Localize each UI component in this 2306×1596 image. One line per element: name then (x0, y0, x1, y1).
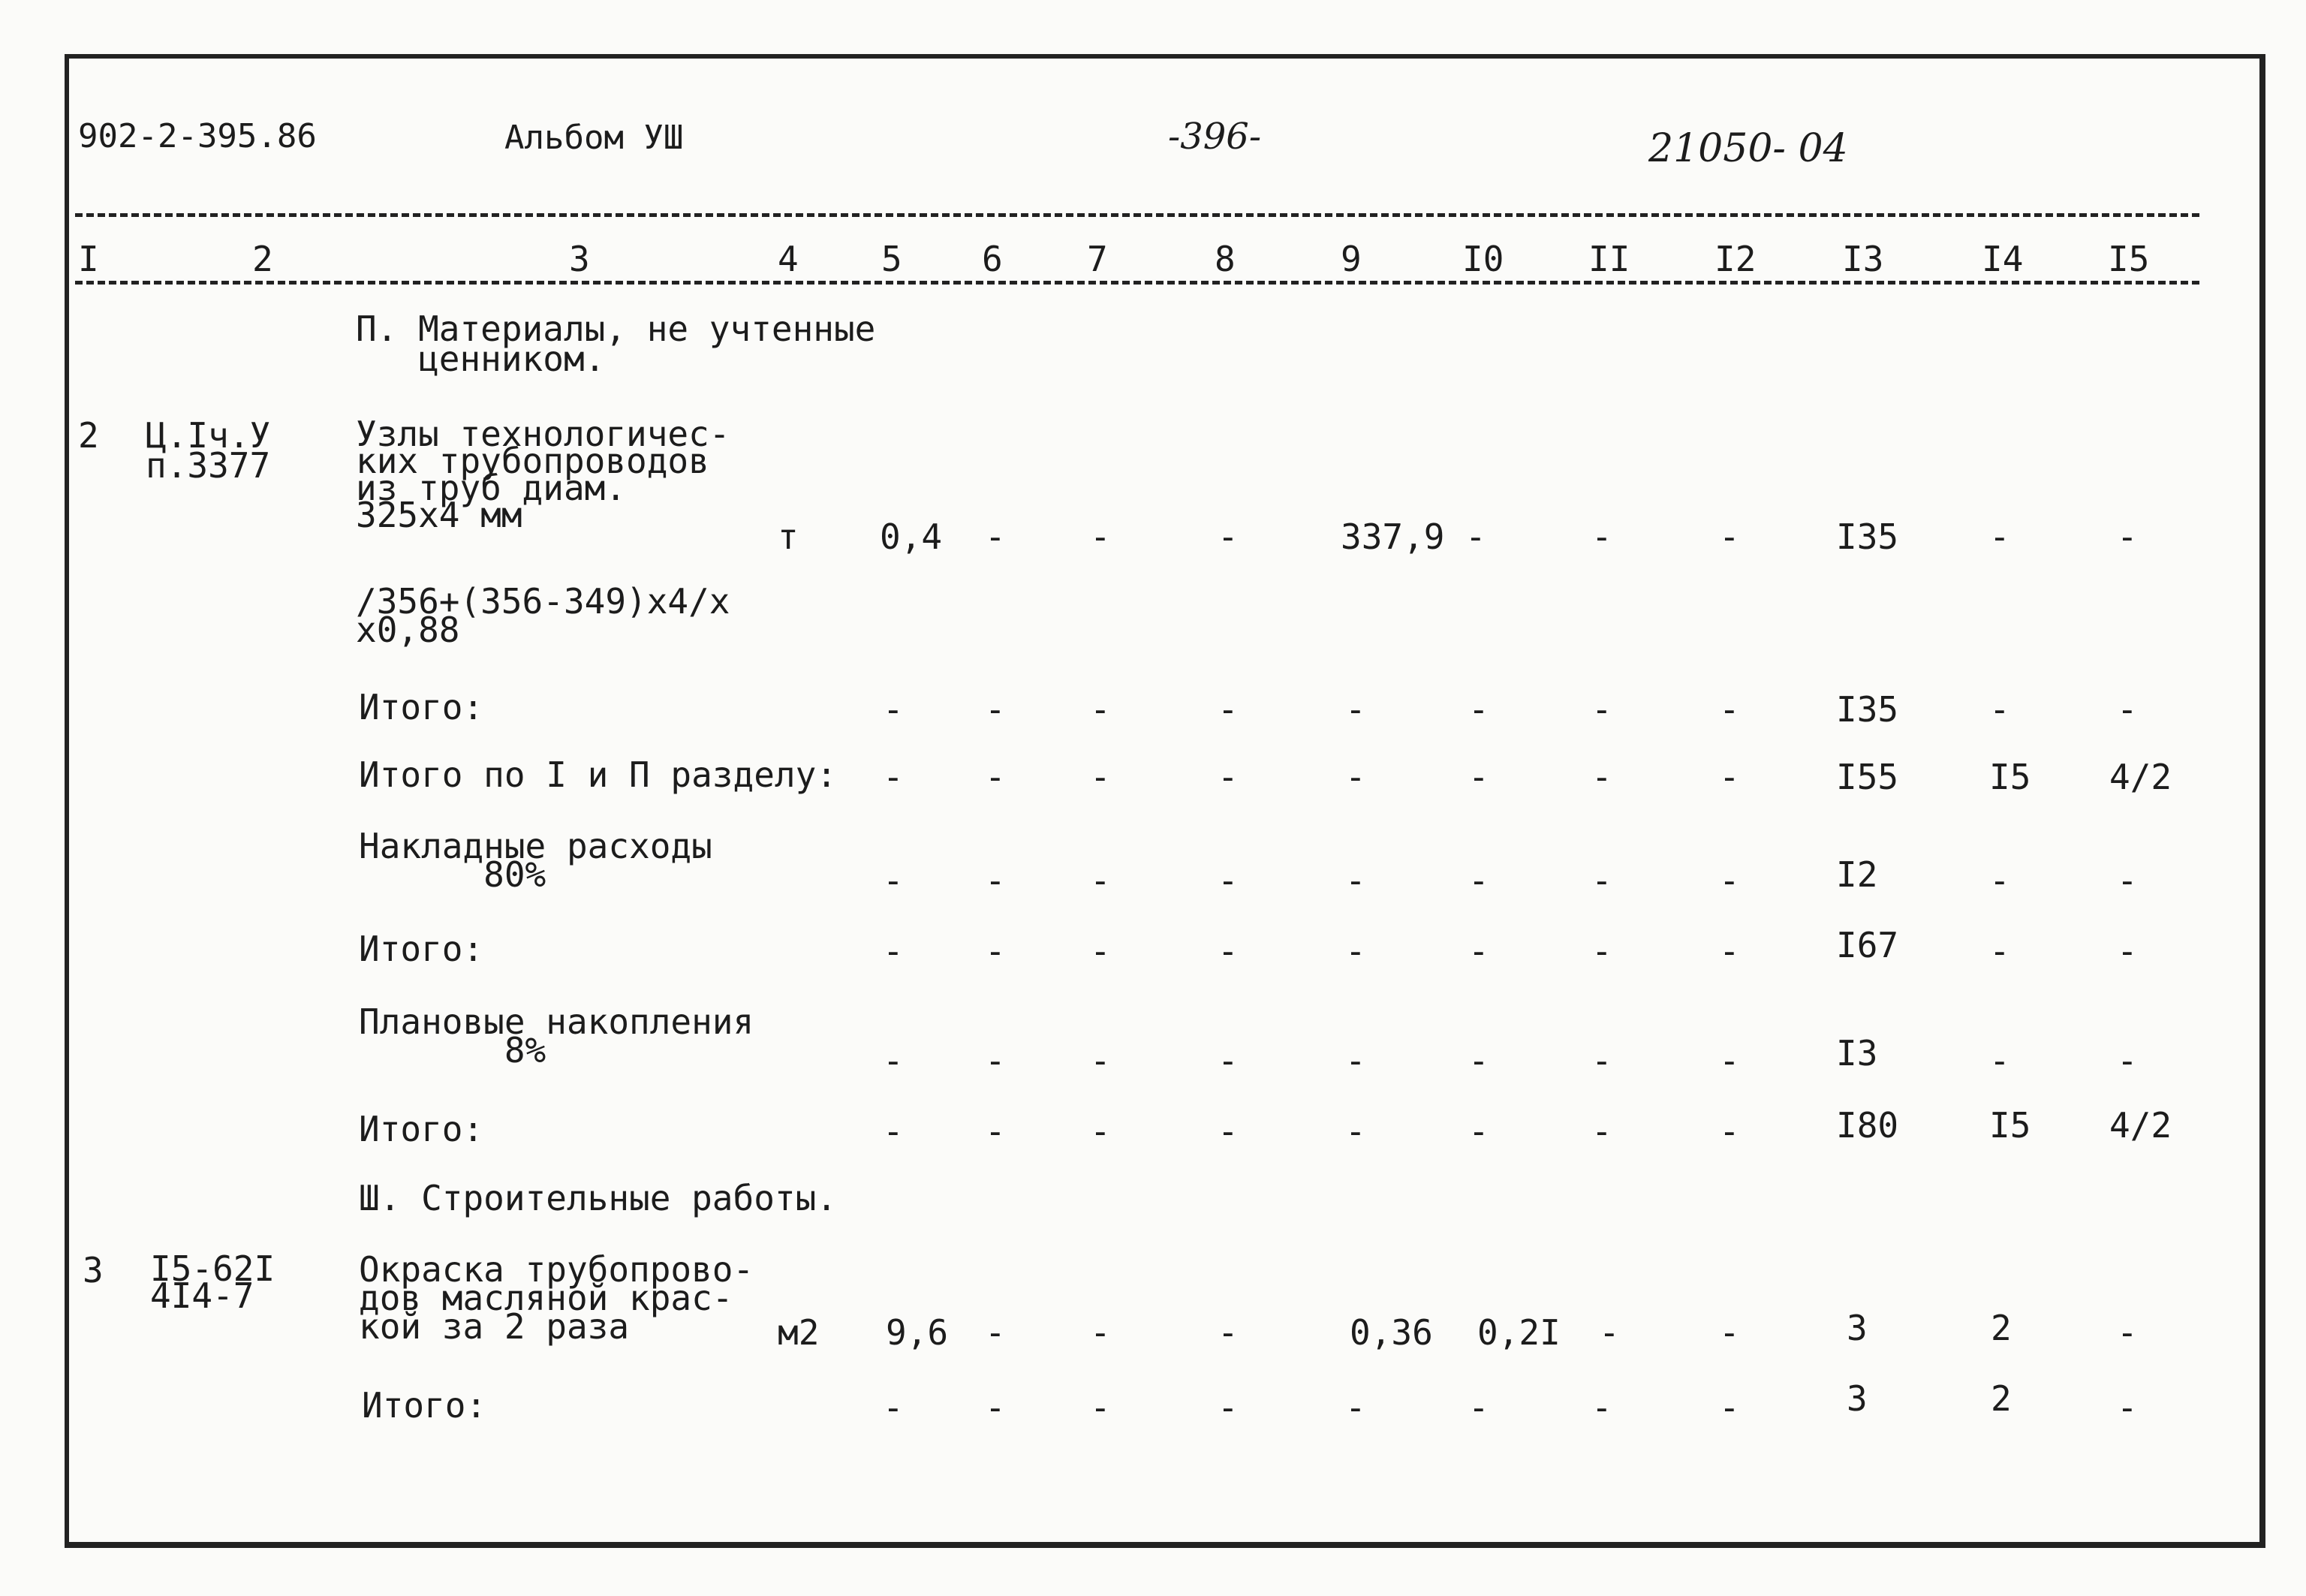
cell-c5: - (883, 1040, 904, 1081)
row-name: Узлы технологичес- ких трубопроводов из труб диам. 325х4 мм (356, 414, 730, 535)
cell-c9: - (1345, 1111, 1366, 1152)
cell-c7: - (1090, 689, 1111, 730)
col-header: II (1588, 239, 1630, 279)
cell-c7: - (1090, 1111, 1111, 1152)
cell-c10: - (1468, 689, 1489, 730)
cell-c15: - (2117, 1312, 2138, 1353)
cell-c9: - (1345, 931, 1366, 971)
row-number: 2 (78, 415, 99, 456)
cell-c5: 9,6 (886, 1312, 949, 1353)
cell-c11: - (1591, 757, 1612, 797)
cell-c8: - (1218, 931, 1239, 971)
cell-c14: - (1989, 1040, 2010, 1081)
cell-c7: - (1090, 516, 1111, 557)
cell-c6: - (985, 1111, 1006, 1152)
row-name: Итого по I и П разделу: (359, 754, 837, 795)
cell-c9: 0,36 (1350, 1312, 1433, 1353)
cell-c12: - (1719, 757, 1740, 797)
cell-c15: - (2117, 1387, 2138, 1428)
cell-c11: - (1591, 860, 1612, 901)
col-header: 6 (982, 239, 1003, 279)
cell-c11: - (1599, 1312, 1620, 1353)
section-title-construction: Ш. Строительные работы. (359, 1178, 837, 1218)
cell-c13: I80 (1836, 1105, 1899, 1146)
cell-c11: - (1591, 1111, 1612, 1152)
cell-c11: - (1591, 1387, 1612, 1428)
cell-c12: - (1719, 689, 1740, 730)
cell-c13: 3 (1847, 1308, 1868, 1348)
cell-c15: - (2117, 860, 2138, 901)
row-unit: м2 (778, 1312, 820, 1353)
cell-c5: - (883, 931, 904, 971)
cell-c7: - (1090, 860, 1111, 901)
cell-c15: - (2117, 689, 2138, 730)
cell-c12: - (1719, 1387, 1740, 1428)
row-name: Итого: (359, 929, 484, 969)
cell-c15: - (2117, 931, 2138, 971)
cell-c8: - (1218, 516, 1239, 557)
cell-c13: I35 (1836, 516, 1899, 557)
cell-c5: 0,4 (880, 516, 943, 557)
cell-c6: - (985, 1040, 1006, 1081)
cell-c15: 4/2 (2109, 757, 2172, 797)
cell-c9: 337,9 (1341, 516, 1445, 557)
page-number: -396- (1168, 116, 1262, 158)
cell-c7: - (1090, 1387, 1111, 1428)
cell-c14: - (1989, 931, 2010, 971)
col-header: 8 (1215, 239, 1236, 279)
row-name: Окраска трубопрово- дов масляной крас- кой за 2 раза (359, 1249, 754, 1347)
cell-c9: - (1345, 860, 1366, 901)
cell-c7: - (1090, 1040, 1111, 1081)
col-header: 7 (1087, 239, 1108, 279)
row-code: Ц.Iч.У п.3377 (146, 415, 271, 486)
col-header: 9 (1341, 239, 1362, 279)
doc-code: 902-2-395.86 (78, 117, 317, 155)
album-label: Альбом УШ (504, 119, 684, 157)
cell-c13: I3 (1836, 1033, 1878, 1074)
cell-c6: - (985, 1312, 1006, 1353)
cell-c15: - (2117, 1040, 2138, 1081)
cell-c14: I5 (1989, 757, 2031, 797)
cell-c6: - (985, 689, 1006, 730)
col-header: I4 (1982, 239, 2024, 279)
cell-c8: - (1218, 757, 1239, 797)
col-header: 3 (569, 239, 590, 279)
col-header: I0 (1462, 239, 1504, 279)
col-header: I5 (2108, 239, 2150, 279)
row-name: Накладные расходы 80% (359, 826, 712, 895)
cell-c5: - (883, 860, 904, 901)
cell-c14: - (1989, 516, 2010, 557)
cell-c9: - (1345, 689, 1366, 730)
cell-c12: - (1719, 1111, 1740, 1152)
cell-c6: - (985, 860, 1006, 901)
cell-c8: - (1218, 860, 1239, 901)
cell-c11: - (1591, 931, 1612, 971)
column-header-divider (75, 281, 2199, 285)
cell-c6: - (985, 931, 1006, 971)
cell-c14: I5 (1989, 1105, 2031, 1146)
row-name: Итого: (359, 687, 484, 727)
cell-c6: - (985, 1387, 1006, 1428)
cell-c11: - (1591, 689, 1612, 730)
col-header: 4 (778, 239, 799, 279)
cell-c7: - (1090, 1312, 1111, 1353)
cell-c12: - (1719, 931, 1740, 971)
cell-c13: 3 (1847, 1378, 1868, 1419)
cell-c12: - (1719, 860, 1740, 901)
cell-c10: - (1468, 860, 1489, 901)
row-name: Итого: (362, 1385, 487, 1426)
cell-c8: - (1218, 1111, 1239, 1152)
col-header: I (78, 239, 99, 279)
cell-c6: - (985, 516, 1006, 557)
cell-c7: - (1090, 757, 1111, 797)
cell-c5: - (883, 757, 904, 797)
cell-c8: - (1218, 1040, 1239, 1081)
cell-c10: - (1468, 931, 1489, 971)
row-name: Итого: (359, 1109, 484, 1149)
cell-c10: - (1468, 1040, 1489, 1081)
cell-c6: - (985, 757, 1006, 797)
cell-c12: - (1719, 516, 1740, 557)
cell-c8: - (1218, 1387, 1239, 1428)
row-name: Плановые накопления 8% (359, 1001, 754, 1071)
cell-c9: - (1345, 757, 1366, 797)
cell-c15: 4/2 (2109, 1105, 2172, 1146)
cell-c11: - (1591, 1040, 1612, 1081)
cell-c5: - (883, 1111, 904, 1152)
header-divider (75, 213, 2199, 217)
cell-c13: I55 (1836, 757, 1899, 797)
cell-c11: - (1591, 516, 1612, 557)
cell-c10: - (1468, 1111, 1489, 1152)
cell-c7: - (1090, 931, 1111, 971)
cell-c5: - (883, 689, 904, 730)
cell-c10: - (1468, 757, 1489, 797)
cell-c13: I67 (1836, 925, 1899, 965)
cell-c13: I35 (1836, 689, 1899, 730)
cell-c8: - (1218, 689, 1239, 730)
cell-c12: - (1719, 1312, 1740, 1353)
sheet-number: 21050- 04 (1648, 126, 1848, 171)
col-header: 2 (252, 239, 273, 279)
col-header: I3 (1842, 239, 1884, 279)
cell-c13: I2 (1836, 854, 1878, 895)
cell-c9: - (1345, 1040, 1366, 1081)
cell-c10: - (1465, 516, 1486, 557)
cell-c10: 0,2I (1477, 1312, 1561, 1353)
section-title-materials: П. Материалы, не учтенные ценником. (356, 309, 876, 379)
cell-c14: 2 (1991, 1308, 2012, 1348)
cell-c8: - (1218, 1312, 1239, 1353)
cell-c14: - (1989, 860, 2010, 901)
cell-c9: - (1345, 1387, 1366, 1428)
cell-c5: - (883, 1387, 904, 1428)
cell-c10: - (1468, 1387, 1489, 1428)
cell-c14: - (1989, 689, 2010, 730)
col-header: I2 (1714, 239, 1757, 279)
cell-c15: - (2117, 516, 2138, 557)
row-code: I5-62I 4I4-7 (150, 1248, 275, 1316)
row-unit: т (778, 516, 799, 557)
col-header: 5 (881, 239, 902, 279)
row-formula: /356+(356-349)х4/х х0,88 (356, 581, 730, 650)
cell-c14: 2 (1991, 1378, 2012, 1419)
cell-c12: - (1719, 1040, 1740, 1081)
row-number: 3 (83, 1250, 104, 1290)
